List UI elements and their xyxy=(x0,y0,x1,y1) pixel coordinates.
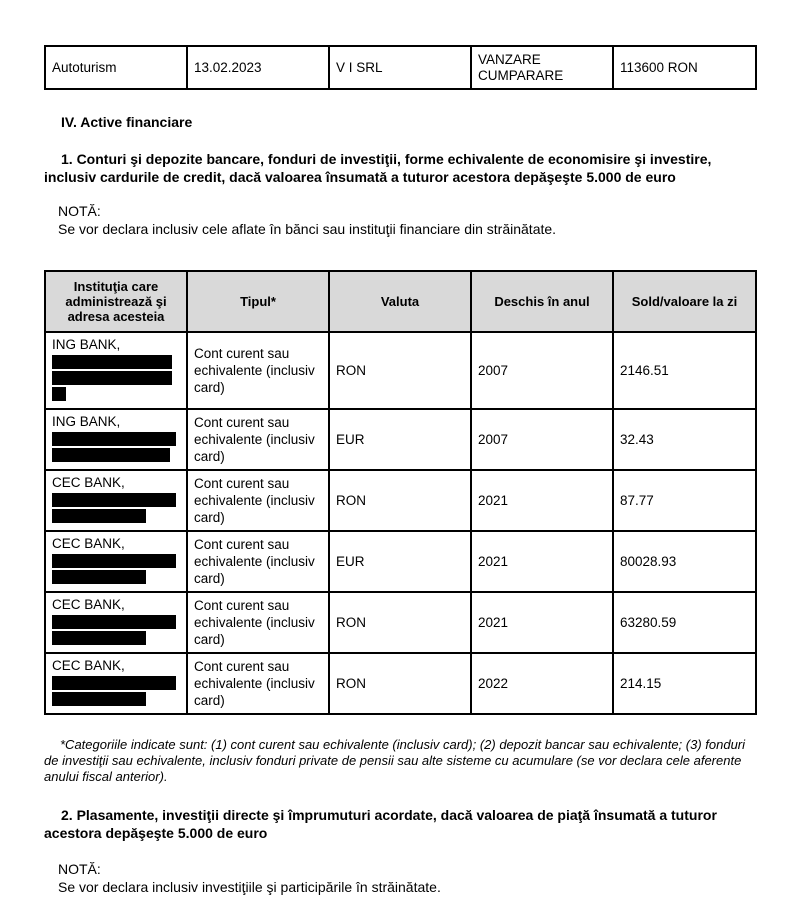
vehicles-table xyxy=(44,45,757,90)
vehicle-mode: VANZARE CUMPARARE xyxy=(471,46,613,89)
redaction-bar xyxy=(52,355,172,369)
vehicle-row xyxy=(45,46,756,89)
subsection1-note-text: Se vor declara inclusiv cele aflate în bănci sau instituţii financiare din străinătate. xyxy=(58,221,557,237)
currency-cell: RON xyxy=(329,592,471,653)
institution-name: CEC BANK, xyxy=(52,597,125,612)
redaction-bar xyxy=(52,387,66,401)
header-type: Tipul* xyxy=(187,271,329,332)
type-cell: Cont curent sau echivalente (inclusiv card) xyxy=(187,470,329,531)
header-currency: Valuta xyxy=(329,271,471,332)
header-balance: Sold/valoare la zi xyxy=(613,271,756,332)
institution-name: ING BANK, xyxy=(52,337,121,352)
redaction-bar xyxy=(52,631,146,645)
institution-name: CEC BANK, xyxy=(52,475,125,490)
institution-name: ING BANK, xyxy=(52,414,121,429)
institution-cell xyxy=(45,409,187,470)
balance-cell: 63280.59 xyxy=(613,592,756,653)
currency-cell: EUR xyxy=(329,531,471,592)
currency-cell: EUR xyxy=(329,409,471,470)
redaction-bar xyxy=(52,432,176,446)
opened-cell: 2021 xyxy=(471,531,613,592)
subsection1-note-label: NOTĂ: xyxy=(58,203,101,219)
currency-cell: RON xyxy=(329,653,471,714)
opened-cell: 2007 xyxy=(471,409,613,470)
redaction-bar xyxy=(52,448,170,462)
balance-cell: 32.43 xyxy=(613,409,756,470)
bank-accounts-table xyxy=(44,270,757,715)
opened-cell: 2007 xyxy=(471,332,613,409)
redaction-bar xyxy=(52,570,146,584)
table-row xyxy=(45,470,756,531)
type-cell: Cont curent sau echivalente (inclusiv card) xyxy=(187,332,329,409)
redaction-bar xyxy=(52,615,176,629)
type-cell: Cont curent sau echivalente (inclusiv card) xyxy=(187,592,329,653)
opened-cell: 2022 xyxy=(471,653,613,714)
institution-cell xyxy=(45,531,187,592)
institution-name: CEC BANK, xyxy=(52,536,125,551)
redaction-bar xyxy=(52,509,146,523)
balance-cell: 214.15 xyxy=(613,653,756,714)
opened-cell: 2021 xyxy=(471,470,613,531)
institution-cell xyxy=(45,332,187,409)
subsection2-note-label: NOTĂ: xyxy=(58,861,101,877)
balance-cell: 2146.51 xyxy=(613,332,756,409)
redaction-bar xyxy=(52,692,146,706)
redaction-bar xyxy=(52,493,176,507)
opened-cell: 2021 xyxy=(471,592,613,653)
institution-name: CEC BANK, xyxy=(52,658,125,673)
subsection1-title: 1. Conturi şi depozite bancare, fonduri de investiţii, forme echivalente de economisire şi investire, inclusiv cardurile de credit, dacă valoarea însumată a tuturor acestora depăşeşte 5.000 de euro xyxy=(44,151,712,185)
table-row xyxy=(45,592,756,653)
institution-cell xyxy=(45,653,187,714)
table-row xyxy=(45,653,756,714)
institution-cell xyxy=(45,592,187,653)
header-institution: Instituţia care administrează şi adresa acesteia xyxy=(45,271,187,332)
vehicle-value: 113600 RON xyxy=(613,46,756,89)
table-header-row xyxy=(45,271,756,332)
subsection2-note-text: Se vor declara inclusiv investiţiile şi participările în străinătate. xyxy=(58,879,441,895)
redaction-bar xyxy=(52,554,176,568)
vehicle-type: Autoturism xyxy=(45,46,187,89)
balance-cell: 80028.93 xyxy=(613,531,756,592)
redaction-bar xyxy=(52,676,176,690)
currency-cell: RON xyxy=(329,470,471,531)
type-cell: Cont curent sau echivalente (inclusiv card) xyxy=(187,409,329,470)
balance-cell: 87.77 xyxy=(613,470,756,531)
type-cell: Cont curent sau echivalente (inclusiv card) xyxy=(187,653,329,714)
vehicle-date: 13.02.2023 xyxy=(187,46,329,89)
section-title: IV. Active financiare xyxy=(61,114,193,130)
currency-cell: RON xyxy=(329,332,471,409)
table-row xyxy=(45,409,756,470)
vehicle-party: V I SRL xyxy=(329,46,471,89)
redaction-bar xyxy=(52,371,172,385)
table-row xyxy=(45,531,756,592)
header-opened: Deschis în anul xyxy=(471,271,613,332)
subsection2-title: 2. Plasamente, investiţii directe şi împrumuturi acordate, dacă valoarea de piaţă însumată a tuturor acestora depăşeşte 5.000 de euro xyxy=(44,807,717,841)
type-cell: Cont curent sau echivalente (inclusiv card) xyxy=(187,531,329,592)
table-row xyxy=(45,332,756,409)
table-footnote: *Categoriile indicate sunt: (1) cont curent sau echivalente (inclusiv card); (2) depozit bancar sau echivalente; (3) fonduri de investiţii sau echivalente, inclusiv fonduri private de pensii sau alte sisteme cu acumulare (se vor declara cele aferente anului fiscal anterior). xyxy=(44,737,746,784)
institution-cell xyxy=(45,470,187,531)
